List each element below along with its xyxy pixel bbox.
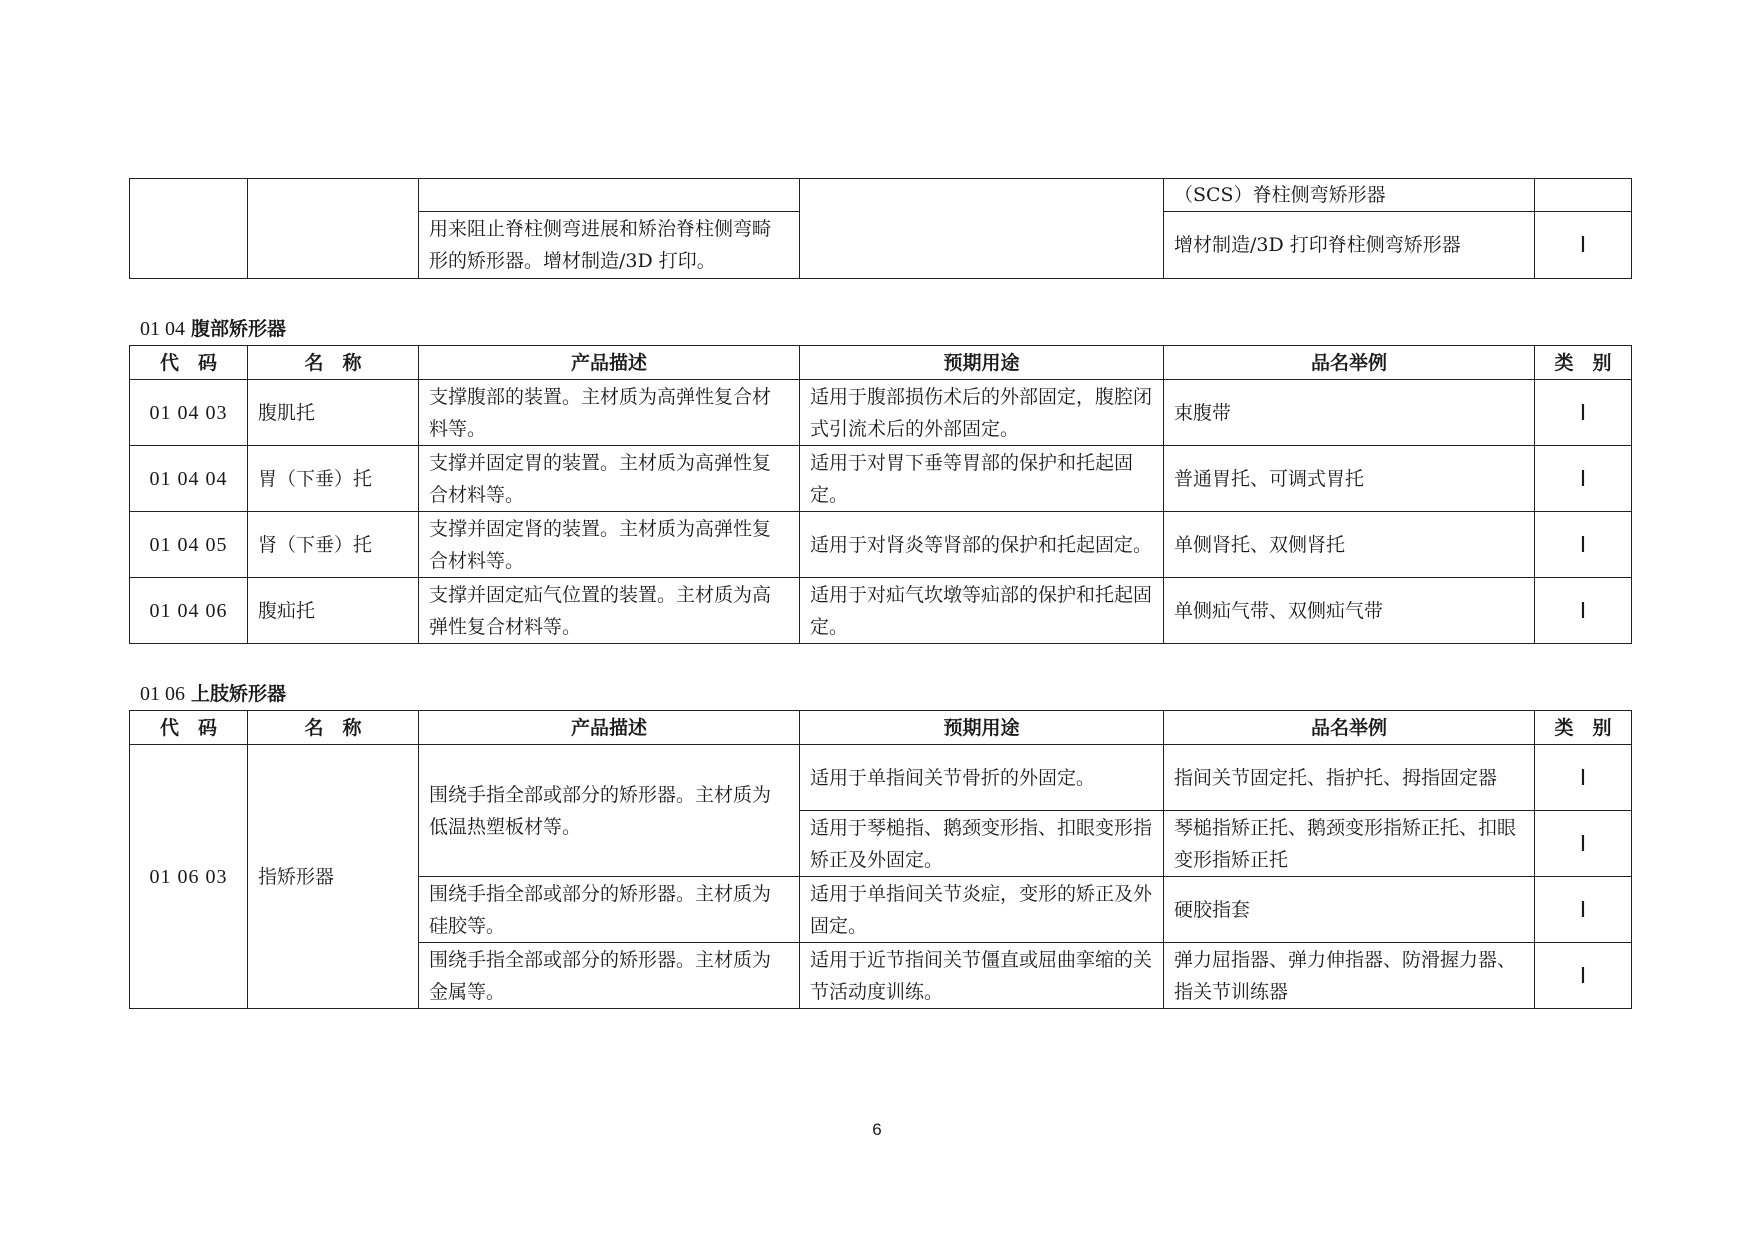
code-cell: 01 04 06 [130,578,248,644]
code-cell: 01 04 03 [130,380,248,446]
header-example: 品名举例 [1164,346,1535,380]
header-use: 预期用途 [800,346,1164,380]
class-cell: Ⅰ [1535,578,1632,644]
class-cell: Ⅰ [1535,811,1632,877]
table-row [130,380,1632,446]
use-cell: 适用于近节指间关节僵直或屈曲挛缩的关节活动度训练。 [800,943,1164,1009]
code-cell: 01 06 03 [130,745,248,1009]
use-cell: 适用于对肾炎等肾部的保护和托起固定。 [800,512,1164,578]
example-cell: 琴槌指矫正托、鹅颈变形指矫正托、扣眼变形指矫正托 [1164,811,1535,877]
page-number: 6 [872,1120,882,1139]
description-cell: 围绕手指全部或部分的矫形器。主材质为硅胶等。 [419,877,800,943]
section-number: 01 06 [140,683,185,705]
class-cell: Ⅰ [1535,877,1632,943]
class-cell: Ⅰ [1535,943,1632,1009]
class-cell: Ⅰ [1535,745,1632,811]
code-cell [130,179,248,279]
description-cell: 支撑并固定胃的装置。主材质为高弹性复合材料等。 [419,446,800,512]
header-row [130,346,1632,380]
example-cell: 增材制造/3D 打印脊柱侧弯矫形器 [1164,212,1535,279]
table-row [130,512,1632,578]
class-cell: Ⅰ [1535,512,1632,578]
section-heading: 上肢矫形器 [191,683,287,705]
header-class: 类 别 [1535,346,1632,380]
header-row [130,711,1632,745]
use-cell: 适用于琴槌指、鹅颈变形指、扣眼变形指矫正及外固定。 [800,811,1164,877]
example-cell: 束腹带 [1164,380,1535,446]
use-cell [800,179,1164,279]
class-cell [1535,179,1632,212]
description-cell: 围绕手指全部或部分的矫形器。主材质为低温热塑板材等。 [419,745,800,877]
section-number: 01 04 [140,318,185,340]
example-cell: 弹力屈指器、弹力伸指器、防滑握力器、指关节训练器 [1164,943,1535,1009]
name-cell: 胃（下垂）托 [248,446,419,512]
description-cell: 支撑并固定肾的装置。主材质为高弹性复合材料等。 [419,512,800,578]
header-example: 品名举例 [1164,711,1535,745]
use-cell: 适用于对疝气坎墩等疝部的保护和托起固定。 [800,578,1164,644]
use-cell: 适用于对胃下垂等胃部的保护和托起固定。 [800,446,1164,512]
table-row [130,578,1632,644]
example-cell: 单侧肾托、双侧肾托 [1164,512,1535,578]
use-cell: 适用于单指间关节炎症，变形的矫正及外固定。 [800,877,1164,943]
table-row [130,745,1632,811]
table-row [130,179,1632,212]
use-cell: 适用于腹部损伤术后的外部固定，腹腔闭式引流术后的外部固定。 [800,380,1164,446]
example-cell: 硬胶指套 [1164,877,1535,943]
section-heading: 腹部矫形器 [191,318,287,340]
name-cell: 肾（下垂）托 [248,512,419,578]
description-cell: 支撑并固定疝气位置的装置。主材质为高弹性复合材料等。 [419,578,800,644]
header-name: 名 称 [248,346,419,380]
section-title [140,679,286,706]
code-cell: 01 04 04 [130,446,248,512]
example-cell: 单侧疝气带、双侧疝气带 [1164,578,1535,644]
header-description: 产品描述 [419,711,800,745]
header-code: 代 码 [130,346,248,380]
abdominal-orthosis-table [129,345,1632,644]
header-name: 名 称 [248,711,419,745]
class-cell: Ⅰ [1535,380,1632,446]
header-class: 类 别 [1535,711,1632,745]
name-cell [248,179,419,279]
description-cell [419,179,800,212]
name-cell: 指矫形器 [248,745,419,1009]
table-row [130,446,1632,512]
description-cell: 支撑腹部的装置。主材质为高弹性复合材料等。 [419,380,800,446]
class-cell: Ⅰ [1535,212,1632,279]
description-cell: 围绕手指全部或部分的矫形器。主材质为金属等。 [419,943,800,1009]
description-cell: 用来阻止脊柱侧弯进展和矫治脊柱侧弯畸形的矫形器。增材制造/3D 打印。 [419,212,800,279]
class-cell: Ⅰ [1535,446,1632,512]
header-description: 产品描述 [419,346,800,380]
use-cell: 适用于单指间关节骨折的外固定。 [800,745,1164,811]
example-cell: （SCS）脊柱侧弯矫形器 [1164,179,1535,212]
name-cell: 腹肌托 [248,380,419,446]
continuation-table [129,178,1632,279]
header-code: 代 码 [130,711,248,745]
header-use: 预期用途 [800,711,1164,745]
code-cell: 01 04 05 [130,512,248,578]
example-cell: 指间关节固定托、指护托、拇指固定器 [1164,745,1535,811]
example-cell: 普通胃托、可调式胃托 [1164,446,1535,512]
upper-limb-orthosis-table [129,710,1632,1009]
section-title [140,314,286,341]
name-cell: 腹疝托 [248,578,419,644]
